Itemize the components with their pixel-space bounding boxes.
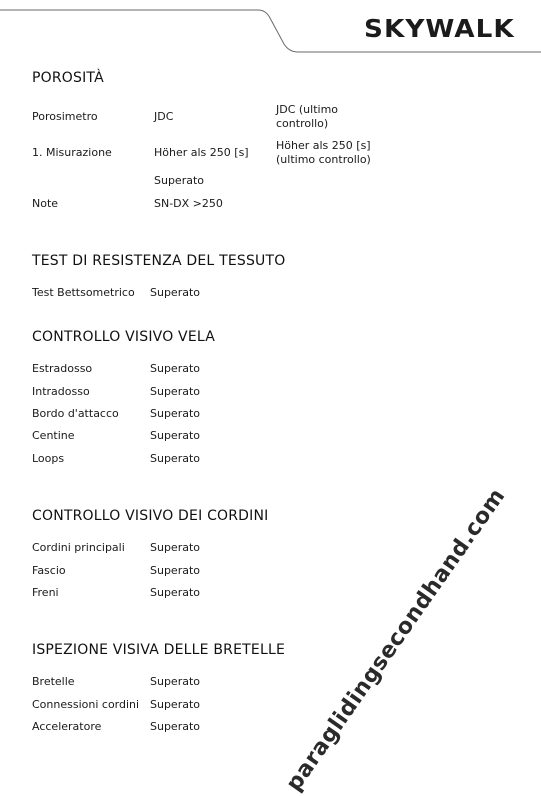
label-bordo-attacco: Bordo d'attacco <box>32 407 119 420</box>
section-title-bretelle: ISPEZIONE VISIVA DELLE BRETELLE <box>32 642 285 658</box>
label-cordini-principali: Cordini principali <box>32 541 125 554</box>
value-freni: Superato <box>150 586 201 599</box>
label-freni: Freni <box>32 586 59 599</box>
label-connessioni-cordini: Connessioni cordini <box>32 698 140 711</box>
skywalk-logo: SKYWALK <box>364 14 515 43</box>
value-bettsometrico: Superato <box>150 286 201 299</box>
value-intradosso: Superato <box>150 385 201 398</box>
value-connessioni-cordini: Superato <box>150 698 201 711</box>
label-misurazione: 1. Misurazione <box>32 146 112 159</box>
section-title-resistenza: TEST DI RESISTENZA DEL TESSUTO <box>32 253 286 269</box>
watermark-text: paraglidingsecondhand.com <box>281 484 511 796</box>
value-acceleratore: Superato <box>150 720 201 733</box>
label-note: Note <box>32 197 59 210</box>
section-title-porosita: POROSITÀ <box>32 70 104 86</box>
value-bordo-attacco: Superato <box>150 407 201 420</box>
label-estradosso: Estradosso <box>32 362 93 375</box>
label-bretelle: Bretelle <box>32 675 75 688</box>
label-fascio: Fascio <box>32 564 66 577</box>
section-title-cordini: CONTROLLO VISIVO DEI CORDINI <box>32 508 269 524</box>
section-title-vela: CONTROLLO VISIVO VELA <box>32 329 215 345</box>
label-loops: Loops <box>32 452 65 465</box>
value-cordini-principali: Superato <box>150 541 201 554</box>
value-estradosso: Superato <box>150 362 201 375</box>
value-porosimetro: JDC <box>154 110 174 123</box>
value-centine: Superato <box>150 429 201 442</box>
value-fascio: Superato <box>150 564 201 577</box>
label-centine: Centine <box>32 429 75 442</box>
label-bettsometrico: Test Bettsometrico <box>32 286 135 299</box>
label-porosimetro: Porosimetro <box>32 110 98 123</box>
value-bretelle: Superato <box>150 675 201 688</box>
value-misurazione: Höher als 250 [s] <box>154 146 249 159</box>
value-loops: Superato <box>150 452 201 465</box>
label-intradosso: Intradosso <box>32 385 90 398</box>
value-esito-porosita: Superato <box>154 174 205 187</box>
label-acceleratore: Acceleratore <box>32 720 102 733</box>
value-porosimetro-ultimo: JDC (ultimo controllo) <box>276 103 339 130</box>
value-note: SN-DX >250 <box>154 197 223 210</box>
value-misurazione-ultimo: Höher als 250 [s] (ultimo controllo) <box>276 139 371 166</box>
